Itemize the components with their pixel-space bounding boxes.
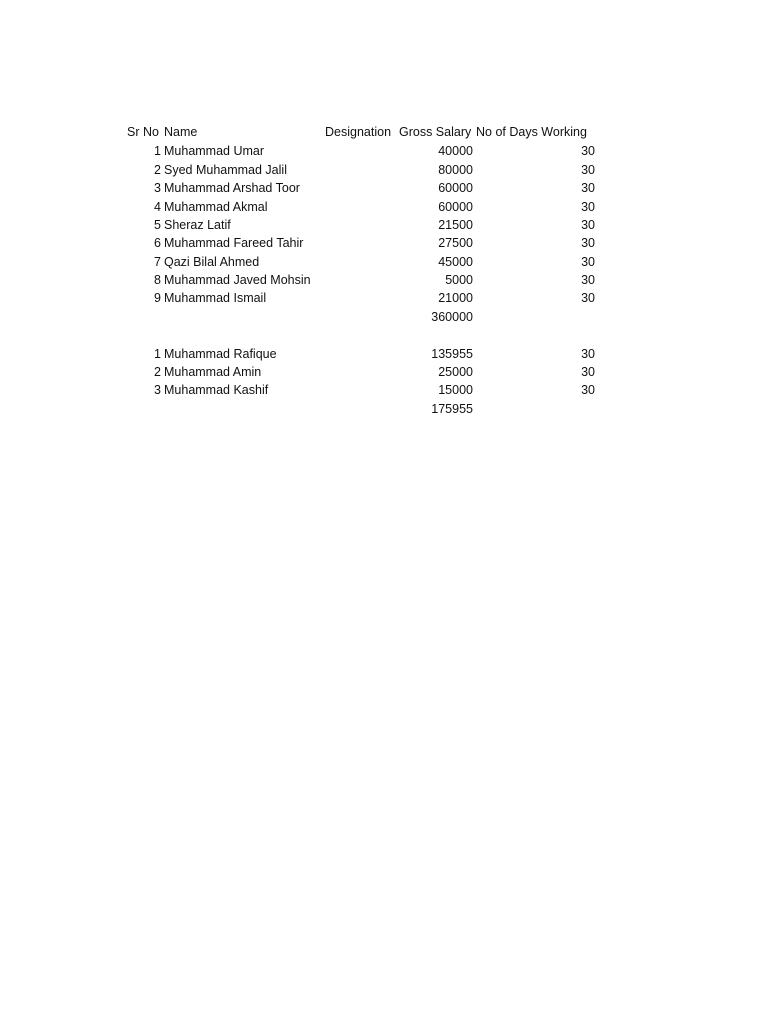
total-row (0, 400, 768, 418)
name-cell: Sheraz Latif (164, 218, 231, 232)
header-row (0, 123, 768, 141)
table-row (0, 381, 768, 399)
name-cell: Muhammad Fareed Tahir (164, 236, 304, 250)
sr-no-cell: 3 (154, 383, 161, 397)
sr-no-cell: 3 (154, 181, 161, 195)
gross-salary-cell: 5000 (445, 273, 473, 287)
table-row (0, 234, 768, 252)
gross-salary-cell: 40000 (438, 144, 473, 158)
gross-salary-total: 360000 (431, 310, 473, 324)
name-cell: Muhammad Umar (164, 144, 265, 158)
gross-salary-cell: 25000 (438, 365, 473, 379)
gross-salary-cell: 45000 (438, 255, 473, 269)
gross-salary-cell: 15000 (438, 383, 473, 397)
header-name: Name (164, 125, 198, 139)
name-cell: Syed Muhammad Jalil (164, 163, 287, 177)
gross-salary-cell: 60000 (438, 181, 473, 195)
table-row (0, 179, 768, 197)
sr-no-cell: 1 (154, 347, 161, 361)
sr-no-cell: 2 (154, 365, 161, 379)
days-working-cell: 30 (581, 273, 595, 287)
sr-no-cell: 5 (154, 218, 161, 232)
table-row (0, 216, 768, 234)
sr-no-cell: 7 (154, 255, 161, 269)
gross-salary-cell: 135955 (431, 347, 473, 361)
days-working-cell: 30 (581, 181, 595, 195)
table-row (0, 253, 768, 271)
name-cell: Muhammad Javed Mohsin (164, 273, 311, 287)
days-working-cell: 30 (581, 383, 595, 397)
name-cell: Muhammad Ismail (164, 291, 267, 305)
header-days-working: No of Days Working (476, 125, 587, 139)
header-gross-salary: Gross Salary (399, 125, 472, 139)
table-row (0, 363, 768, 381)
sr-no-cell: 6 (154, 236, 161, 250)
days-working-cell: 30 (581, 163, 595, 177)
header-sr-no: Sr No (127, 125, 159, 139)
name-cell: Muhammad Akmal (164, 200, 268, 214)
table-row (0, 345, 768, 363)
gross-salary-cell: 60000 (438, 200, 473, 214)
table-row (0, 271, 768, 289)
days-working-cell: 30 (581, 200, 595, 214)
sr-no-cell: 4 (154, 200, 161, 214)
gross-salary-total: 175955 (431, 402, 473, 416)
days-working-cell: 30 (581, 255, 595, 269)
gross-salary-cell: 21000 (438, 291, 473, 305)
sr-no-cell: 9 (154, 291, 161, 305)
gross-salary-cell: 21500 (438, 218, 473, 232)
days-working-cell: 30 (581, 218, 595, 232)
days-working-cell: 30 (581, 144, 595, 158)
table-row (0, 198, 768, 216)
name-cell: Muhammad Amin (164, 365, 262, 379)
name-cell: Muhammad Rafique (164, 347, 277, 361)
sr-no-cell: 8 (154, 273, 161, 287)
days-working-cell: 30 (581, 236, 595, 250)
table-row (0, 161, 768, 179)
header-designation: Designation (325, 125, 392, 139)
table-row (0, 142, 768, 160)
name-cell: Qazi Bilal Ahmed (164, 255, 260, 269)
gross-salary-cell: 80000 (438, 163, 473, 177)
days-working-cell: 30 (581, 347, 595, 361)
sr-no-cell: 1 (154, 144, 161, 158)
name-cell: Muhammad Kashif (164, 383, 269, 397)
total-row (0, 308, 768, 326)
table-row (0, 289, 768, 307)
days-working-cell: 30 (581, 365, 595, 379)
sr-no-cell: 2 (154, 163, 161, 177)
days-working-cell: 30 (581, 291, 595, 305)
gross-salary-cell: 27500 (438, 236, 473, 250)
name-cell: Muhammad Arshad Toor (164, 181, 300, 195)
